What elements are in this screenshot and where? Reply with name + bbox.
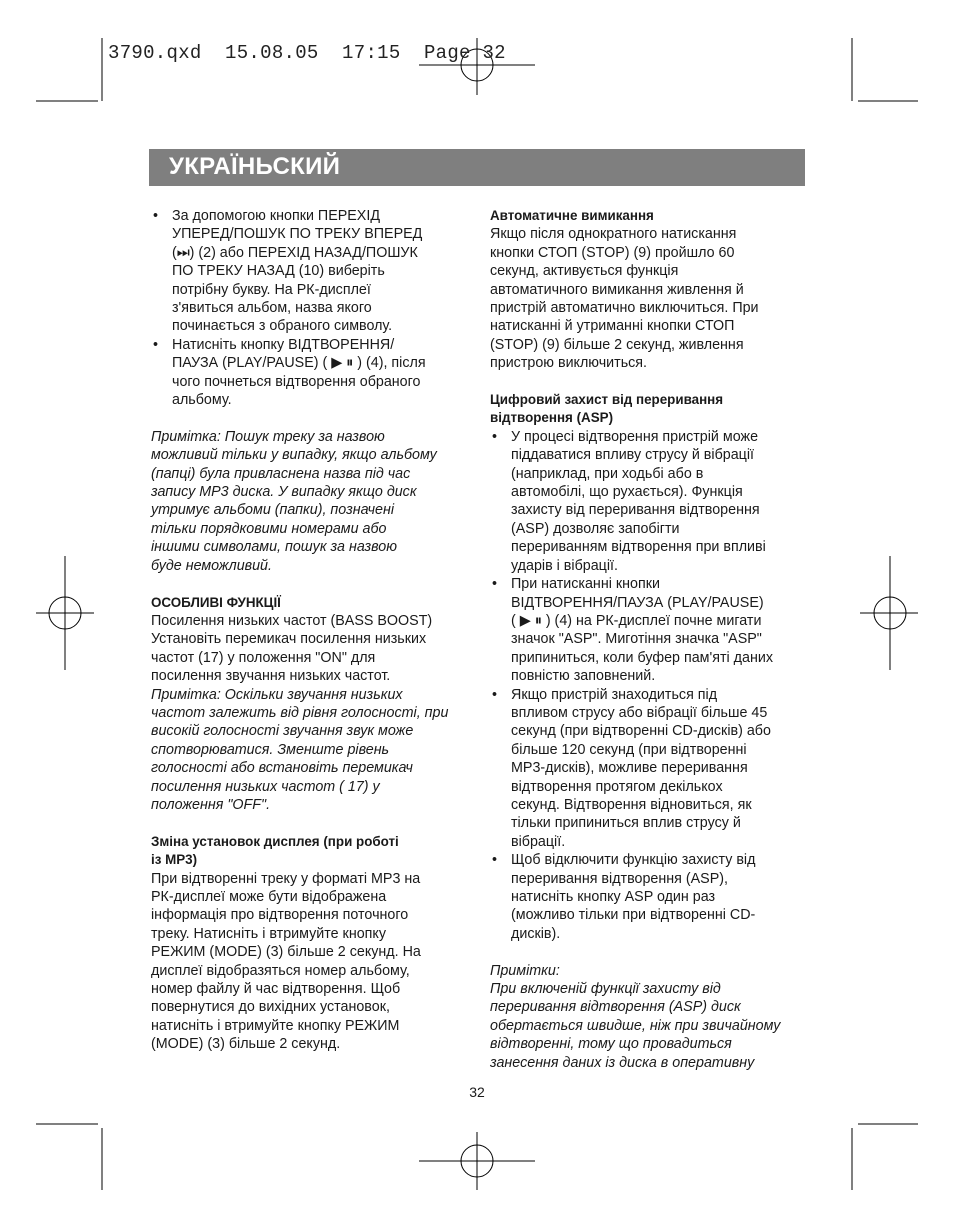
text-line: Цифровий захист від переривання: [490, 392, 724, 408]
text-line: РЕЖИМ (MODE) (3) більше 2 секунд. На: [151, 944, 421, 961]
text-line: MP3-дисків), можливе переривання: [511, 760, 748, 777]
text-line: буде неможливий.: [151, 557, 272, 574]
text-line: УПЕРЕД/ПОШУК ПО ТРЕКУ ВПЕРЕД: [172, 226, 423, 243]
text-line: Якщо після однократного натискання: [490, 226, 737, 243]
right-column: [490, 207, 808, 1072]
text-line: високій голосності звучання звук може: [151, 723, 414, 740]
list-item: [151, 336, 469, 410]
text-line: (ASP) дозволяє запобігти: [511, 520, 680, 537]
text-line: дисплеї відобразяться номер альбому,: [151, 962, 410, 979]
text-line: секунд, активується функція: [490, 263, 679, 280]
text-line: переривання відтворення (ASP) диск: [490, 999, 741, 1016]
text-line: (можливо тільки при відтворенні CD-: [511, 907, 756, 924]
text-line: вібрації.: [511, 833, 566, 850]
text-line: більше 120 секунд (при відтворенні: [511, 741, 747, 758]
bullet: •: [492, 852, 498, 869]
text-line: РК-дисплеї може бути відображена: [151, 888, 387, 905]
text-line: натисніть кнопку ASP один раз: [511, 889, 716, 906]
text-line: утримує альбоми (папки), позначені: [151, 502, 394, 519]
text-line: обертається швидше, ніж при звичайному: [490, 1017, 781, 1034]
text-line: іншими символами, пошук за назвою: [151, 539, 397, 556]
text-line: (STOP) (9) більше 2 секунд, живлення: [490, 336, 744, 353]
text-line: посилення низьких частот ( 17) у: [151, 778, 380, 795]
text-line: Щоб відключити функцію захисту від: [511, 852, 756, 869]
text-line: автоматичного вимикання живлення й: [490, 281, 744, 298]
text-line: переривання відтворення (ASP),: [511, 870, 728, 887]
bullet: •: [492, 428, 498, 445]
text-line: пристрій автоматично виключиться. При: [490, 300, 759, 317]
text-line: тільки порядковими номерами або: [151, 520, 387, 537]
text-line: Посилення низьких частот (BASS BOOST): [151, 612, 433, 629]
text-line: За допомогою кнопки ПЕРЕХІД: [172, 208, 381, 224]
text-line: (наприклад, при ходьбі або в: [511, 465, 704, 482]
text-line: дисків).: [511, 925, 561, 942]
text-line: частот залежить від рівня голосності, при: [151, 704, 449, 721]
text-line: піддаватися впливу струсу й вібрації: [511, 447, 754, 464]
text-line: натисніть і втримуйте кнопку РЕЖИМ: [151, 1017, 400, 1034]
list-item: [490, 686, 808, 852]
text-line: інформація про відтворення поточного: [151, 907, 409, 924]
text-line: захисту від переривання відтворення: [511, 502, 760, 519]
note: [151, 428, 469, 575]
text-line: частот (17) у положення "ON" для: [151, 649, 376, 666]
page-number: 32: [469, 1084, 485, 1100]
text-line: відтворенні, тому що провадиться: [490, 1036, 732, 1053]
text-line: кнопки СТОП (STOP) (9) пройшло 60: [490, 244, 735, 261]
text-line: ПО ТРЕКУ НАЗАД (10) виберіть: [172, 263, 385, 280]
text-line: У процесі відтворення пристрій може: [511, 428, 759, 445]
text-line: припиниться, коли буфер пам'яті даних: [511, 649, 773, 666]
text-line: При відтворенні треку у форматі MP3 на: [151, 870, 421, 887]
note-title: Примітки:: [490, 962, 560, 979]
text-line: повністю заповнений.: [511, 668, 656, 685]
bullet: •: [153, 208, 159, 224]
text-line: положення "OFF".: [151, 796, 271, 813]
text-line: альбому.: [172, 392, 232, 409]
list-item: [151, 207, 469, 336]
text-line: тільки припиниться вплив струсу й: [511, 815, 741, 832]
section-title: УКРАЇНЬСКИЙ: [169, 153, 341, 180]
print-slug: 3790.qxd 15.08.05 17:15 Page 32: [108, 42, 506, 64]
text-line: потрібну букву. На РК-дисплеї: [172, 281, 371, 298]
text-line: значок "ASP". Миготіння значка "ASP": [511, 631, 762, 648]
note: [490, 962, 808, 1072]
text-line: починається з обраного символу.: [172, 318, 393, 335]
text-line: При натисканні кнопки: [511, 576, 660, 593]
text-line: Примітка: Пошук треку за назвою: [151, 428, 385, 445]
text-line: чого почнеться відтворення обраного: [172, 373, 421, 390]
section-heading: [490, 391, 808, 428]
list-item: [490, 575, 808, 685]
text-line: Натисніть кнопку ВІДТВОРЕННЯ/: [172, 336, 395, 353]
text-line: можливий тільки у випадку, якщо альбому: [151, 447, 437, 464]
text-line: запису MP3 диска. У випадку якщо диск: [151, 484, 417, 501]
text-line: пристрою виключиться.: [490, 355, 648, 372]
section-header: [149, 149, 805, 186]
text-line: Примітка: Оскільки звучання низьких: [151, 686, 403, 703]
text-line: занесення даних із диска в оперативну: [490, 1054, 755, 1071]
text-line: посилення звучання низьких частот.: [151, 668, 391, 685]
text-line: ВІДТВОРЕННЯ/ПАУЗА (PLAY/PAUSE): [511, 594, 764, 611]
bullet: •: [492, 576, 498, 593]
text-line: з'явиться альбом, назва якого: [172, 300, 372, 317]
list-item: [490, 428, 808, 575]
text-line: ударів і вібрації.: [511, 557, 618, 574]
text-line: Якщо пристрій знаходиться під: [511, 686, 718, 703]
text-line: автомобілі, що рухається). Функція: [511, 484, 743, 501]
text-line: Установіть перемикач посилення низьких: [151, 631, 427, 648]
section-heading: ОСОБЛИВІ ФУНКЦІЇ: [151, 594, 281, 610]
text-line: відтворення (ASP): [490, 410, 614, 426]
text-line: перериванням відтворення при впливі: [511, 539, 766, 556]
text-line: (⏭) (2) або ПЕРЕХІД НАЗАД/ПОШУК: [172, 244, 418, 261]
text-line: номер файлу й час відтворення. Щоб: [151, 981, 401, 998]
text-line: голосності або встановіть перемикач: [151, 760, 413, 777]
paragraph: [490, 225, 808, 372]
text-line: (MODE) (3) більше 2 секунд.: [151, 1036, 341, 1053]
text-line: впливом струсу або вібрації більше 45: [511, 704, 768, 721]
bullet: •: [153, 336, 159, 353]
note: [151, 686, 469, 815]
list-item: [490, 851, 808, 943]
text-line: повернутися до вихідних установок,: [151, 999, 390, 1016]
section-heading: [151, 833, 469, 870]
text-line: треку. Натисніть і втримуйте кнопку: [151, 925, 386, 942]
text-line: із MP3): [151, 852, 198, 868]
text-line: При включеній функції захисту від: [490, 981, 721, 998]
left-column: [151, 207, 469, 1054]
text-line: (папці) була привласнена назва під час: [151, 465, 411, 482]
section-heading: Автоматичне вимикання: [490, 208, 654, 223]
paragraph: [151, 612, 469, 686]
bullet: •: [492, 686, 498, 703]
text-line: натисканні й утриманні кнопки СТОП: [490, 318, 735, 335]
text-line: відтворення протягом декількох: [511, 778, 723, 795]
text-line: секунд. Відтворення відновиться, як: [511, 796, 752, 813]
text-line: секунд (при відтворенні CD-дисків) або: [511, 723, 771, 740]
text-line: спотворюватися. Зменште рівень: [151, 741, 390, 758]
text-line: ( ▶ ⏸ ) (4) на РК-дисплеї почне мигати: [511, 612, 762, 629]
text-line: ПАУЗА (PLAY/PAUSE) ( ▶ ⏸ ) (4), після: [172, 355, 426, 372]
text-line: Зміна установок дисплея (при роботі: [151, 833, 399, 849]
paragraph: [151, 870, 469, 1054]
